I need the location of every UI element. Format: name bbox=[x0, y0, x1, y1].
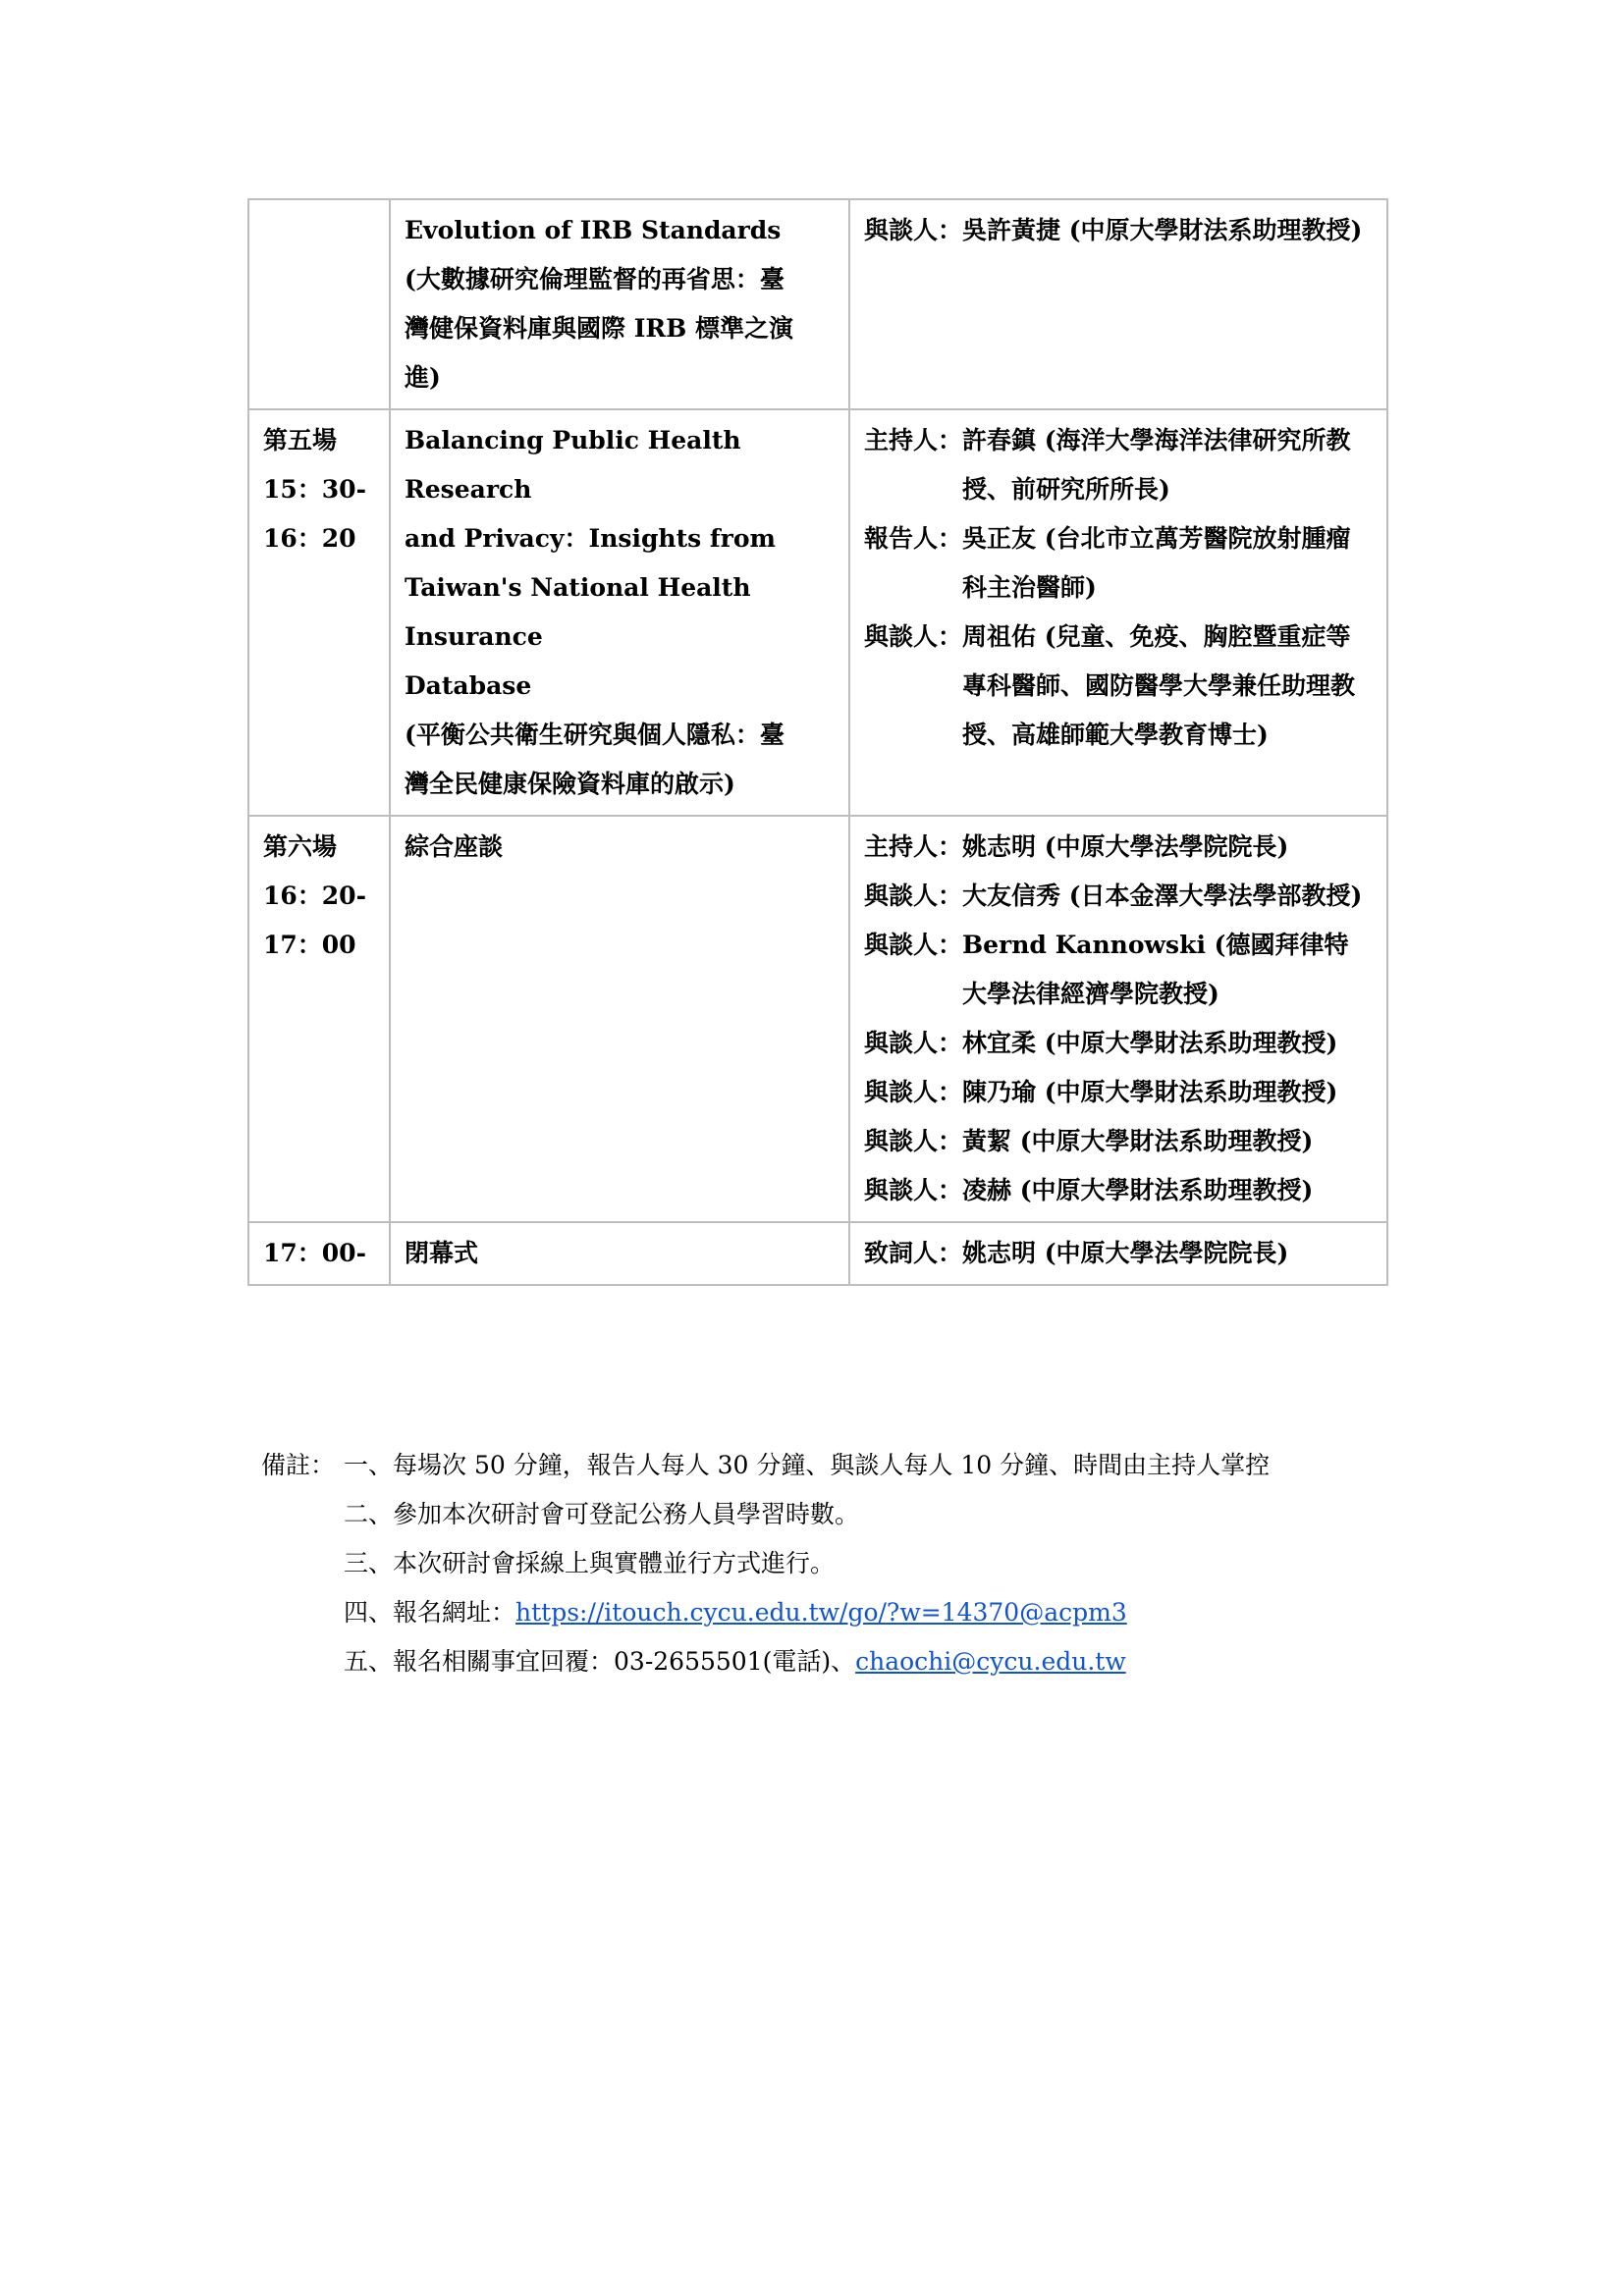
session-time: 15：30- bbox=[263, 475, 366, 504]
note-item bbox=[261, 1441, 1390, 1490]
session-cell bbox=[248, 816, 390, 1222]
person-role: 與談人： bbox=[864, 1176, 963, 1204]
person-role: 報告人： bbox=[864, 524, 963, 553]
person-role: 與談人： bbox=[864, 881, 963, 910]
person-role: 致詞人： bbox=[864, 1239, 963, 1267]
agenda-row-closing bbox=[248, 1222, 1387, 1285]
session-cell bbox=[248, 409, 390, 816]
person-entry bbox=[864, 1166, 1373, 1215]
person-info: 吳許黃捷 (中原大學財法系助理教授) bbox=[962, 216, 1363, 244]
session-label: 第五場 bbox=[263, 426, 338, 454]
topic-title-zh: 進) bbox=[405, 363, 441, 392]
notes-label: 備註： bbox=[261, 1451, 336, 1479]
notes-section bbox=[261, 1441, 1390, 1686]
registration-link[interactable]: https://itouch.cycu.edu.tw/go/?w=14370@acpm3 bbox=[515, 1598, 1127, 1627]
person-info: 凌赫 (中原大學財法系助理教授) bbox=[962, 1176, 1314, 1204]
topic-title-en: Evolution of IRB Standards bbox=[405, 216, 782, 244]
people-cell bbox=[849, 1222, 1387, 1285]
topic-title: 綜合座談 bbox=[405, 832, 504, 861]
note-text: 五、報名相關事宜回覆：03-2655501(電話)、 bbox=[344, 1647, 856, 1676]
person-role: 主持人： bbox=[864, 426, 963, 454]
note-text: 四、報名網址： bbox=[344, 1598, 516, 1627]
person-entry bbox=[864, 514, 1373, 613]
note-text: 一、每場次 50 分鐘，報告人每人 30 分鐘、與談人每人 10 分鐘、時間由主持人掌控 bbox=[344, 1451, 1271, 1479]
session-time: 17：00- bbox=[263, 1239, 366, 1267]
people-cell bbox=[849, 816, 1387, 1222]
person-entry bbox=[864, 921, 1373, 1019]
people-cell bbox=[849, 199, 1387, 409]
person-entry bbox=[864, 206, 1373, 255]
topic-title: (平衡公共衛生研究與個人隱私：臺 bbox=[405, 721, 785, 749]
person-role: 與談人： bbox=[864, 1029, 963, 1057]
note-item bbox=[261, 1539, 1390, 1588]
topic-cell bbox=[390, 816, 849, 1222]
topic-title: 灣全民健康保險資料庫的啟示) bbox=[405, 770, 735, 798]
topic-title: and Privacy：Insights from bbox=[405, 524, 776, 553]
topic-title: 閉幕式 bbox=[405, 1239, 479, 1267]
person-info: 周祖佑 (兒童、免疫、胸腔暨重症等專科醫師、國防醫學大學兼任助理教授、高雄師範大學教育博士) bbox=[962, 622, 1356, 749]
agenda-row-session-6 bbox=[248, 816, 1387, 1222]
person-role: 與談人： bbox=[864, 1078, 963, 1106]
person-role: 與談人： bbox=[864, 216, 963, 244]
contact-email-link[interactable]: chaochi@cycu.edu.tw bbox=[855, 1647, 1126, 1676]
agenda-row-continued bbox=[248, 199, 1387, 409]
person-info: Bernd Kannowski (德國拜律特大學法律經濟學院教授) bbox=[962, 931, 1349, 1008]
person-info: 姚志明 (中原大學法學院院長) bbox=[962, 832, 1289, 861]
topic-title: Database bbox=[405, 671, 532, 700]
session-label: 第六場 bbox=[263, 832, 338, 861]
person-info: 陳乃瑜 (中原大學財法系助理教授) bbox=[962, 1078, 1338, 1106]
note-text: 二、參加本次研討會可登記公務人員學習時數。 bbox=[344, 1500, 860, 1528]
agenda-row-session-5 bbox=[248, 409, 1387, 816]
person-entry bbox=[864, 1068, 1373, 1117]
note-item bbox=[261, 1637, 1390, 1686]
person-entry bbox=[864, 1229, 1373, 1278]
note-item bbox=[261, 1490, 1390, 1539]
person-info: 黃絜 (中原大學財法系助理教授) bbox=[962, 1127, 1314, 1155]
session-cell bbox=[248, 1222, 390, 1285]
person-info: 大友信秀 (日本金澤大學法學部教授) bbox=[962, 881, 1363, 910]
person-info: 姚志明 (中原大學法學院院長) bbox=[962, 1239, 1289, 1267]
person-entry bbox=[864, 613, 1373, 760]
person-role: 與談人： bbox=[864, 622, 963, 651]
session-time: 16：20- bbox=[263, 881, 366, 910]
topic-cell bbox=[390, 199, 849, 409]
topic-cell bbox=[390, 1222, 849, 1285]
topic-title: Taiwan's National Health Insurance bbox=[405, 573, 751, 651]
person-info: 林宜柔 (中原大學財法系助理教授) bbox=[962, 1029, 1338, 1057]
topic-title-zh: 灣健保資料庫與國際 IRB 標準之演 bbox=[405, 314, 794, 343]
session-time: 16：20 bbox=[263, 524, 356, 553]
person-entry bbox=[864, 1117, 1373, 1166]
note-text: 三、本次研討會採線上與實體並行方式進行。 bbox=[344, 1549, 836, 1577]
session-time: 17：00 bbox=[263, 931, 356, 959]
note-item bbox=[261, 1588, 1390, 1637]
person-entry bbox=[864, 872, 1373, 921]
session-cell bbox=[248, 199, 390, 409]
person-info: 吳正友 (台北市立萬芳醫院放射腫瘤科主治醫師) bbox=[962, 524, 1351, 602]
person-entry bbox=[864, 416, 1373, 514]
person-info: 許春鎮 (海洋大學海洋法律研究所教授、前研究所所長) bbox=[962, 426, 1351, 504]
people-cell bbox=[849, 409, 1387, 816]
person-role: 與談人： bbox=[864, 1127, 963, 1155]
person-entry bbox=[864, 1019, 1373, 1068]
topic-title-zh: (大數據研究倫理監督的再省思：臺 bbox=[405, 265, 785, 294]
person-role: 與談人： bbox=[864, 931, 963, 959]
topic-cell bbox=[390, 409, 849, 816]
person-entry bbox=[864, 823, 1373, 872]
agenda-table bbox=[247, 198, 1388, 1286]
topic-title: Balancing Public Health Research bbox=[405, 426, 741, 504]
person-role: 主持人： bbox=[864, 832, 963, 861]
